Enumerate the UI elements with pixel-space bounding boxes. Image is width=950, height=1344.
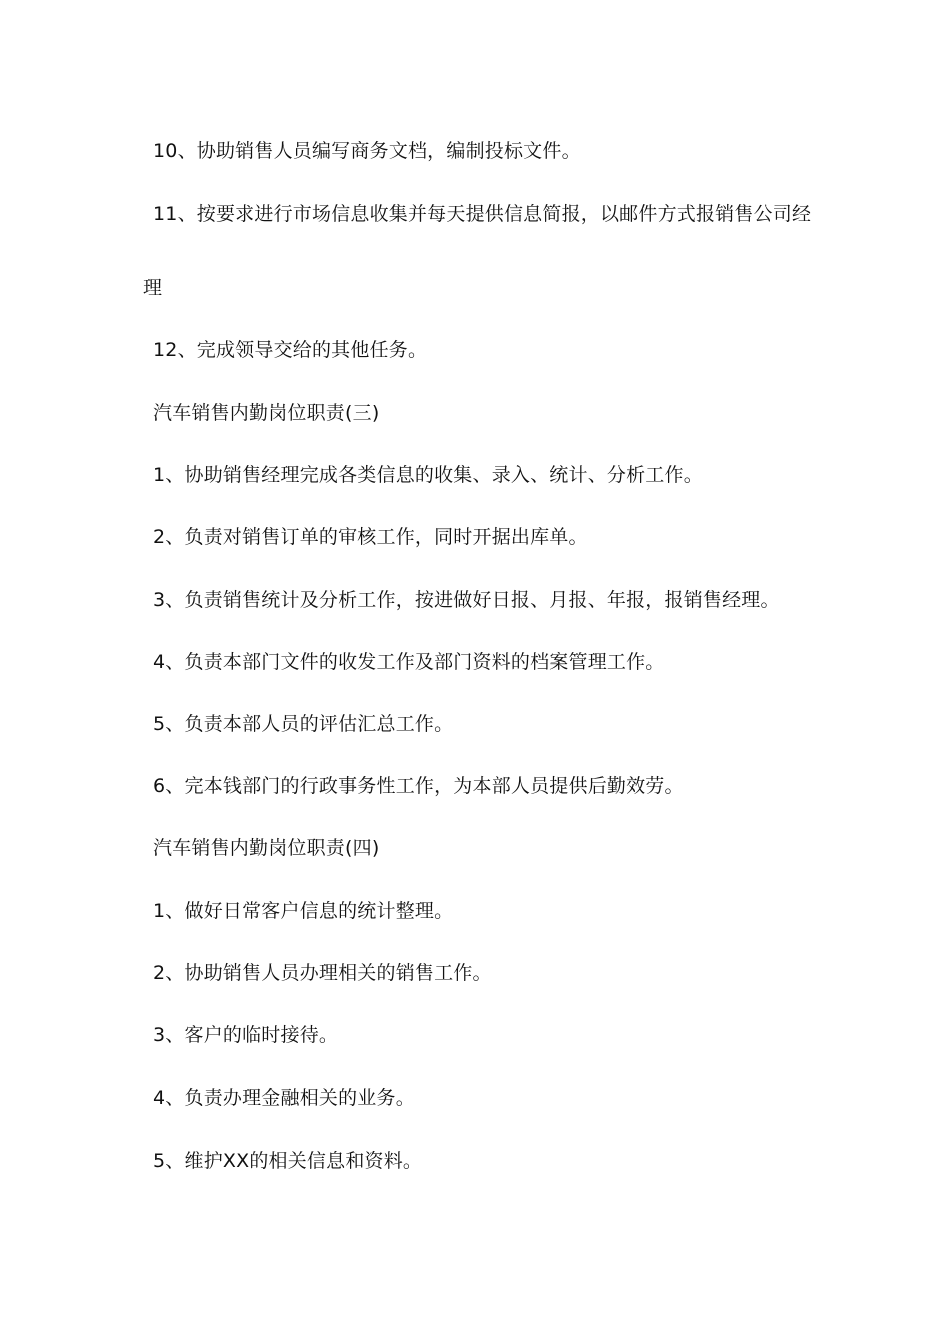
duty-item-4-4: 4、负责办理金融相关的业务。 — [153, 1087, 415, 1109]
duty-item-10: 10、协助销售人员编写商务文档，编制投标文件。 — [153, 140, 581, 162]
duty-item-3-3: 3、负责销售统计及分析工作，按进做好日报、月报、年报，报销售经理。 — [153, 589, 780, 611]
duty-item-3-2: 2、负责对销售订单的审核工作，同时开据出库单。 — [153, 526, 588, 548]
duty-item-4-5: 5、维护XX的相关信息和资料。 — [153, 1150, 423, 1172]
duty-item-11: 11、按要求进行市场信息收集并每天提供信息简报，以邮件方式报销售公司经 — [153, 203, 812, 225]
section-heading-4: 汽车销售内勤岗位职责(四) — [153, 837, 380, 859]
duty-item-11-continuation: 理 — [143, 277, 163, 299]
duty-item-3-5: 5、负责本部人员的评估汇总工作。 — [153, 713, 454, 735]
duty-item-4-3: 3、客户的临时接待。 — [153, 1024, 339, 1046]
duty-item-3-4: 4、负责本部门文件的收发工作及部门资料的档案管理工作。 — [153, 651, 665, 673]
duty-item-4-1: 1、做好日常客户信息的统计整理。 — [153, 900, 454, 922]
duty-item-4-2: 2、协助销售人员办理相关的销售工作。 — [153, 962, 492, 984]
section-heading-3: 汽车销售内勤岗位职责(三) — [153, 402, 380, 424]
duty-item-3-6: 6、完本钱部门的行政事务性工作，为本部人员提供后勤效劳。 — [153, 775, 684, 797]
duty-item-12: 12、完成领导交给的其他任务。 — [153, 339, 428, 361]
duty-item-3-1: 1、协助销售经理完成各类信息的收集、录入、统计、分析工作。 — [153, 464, 703, 486]
